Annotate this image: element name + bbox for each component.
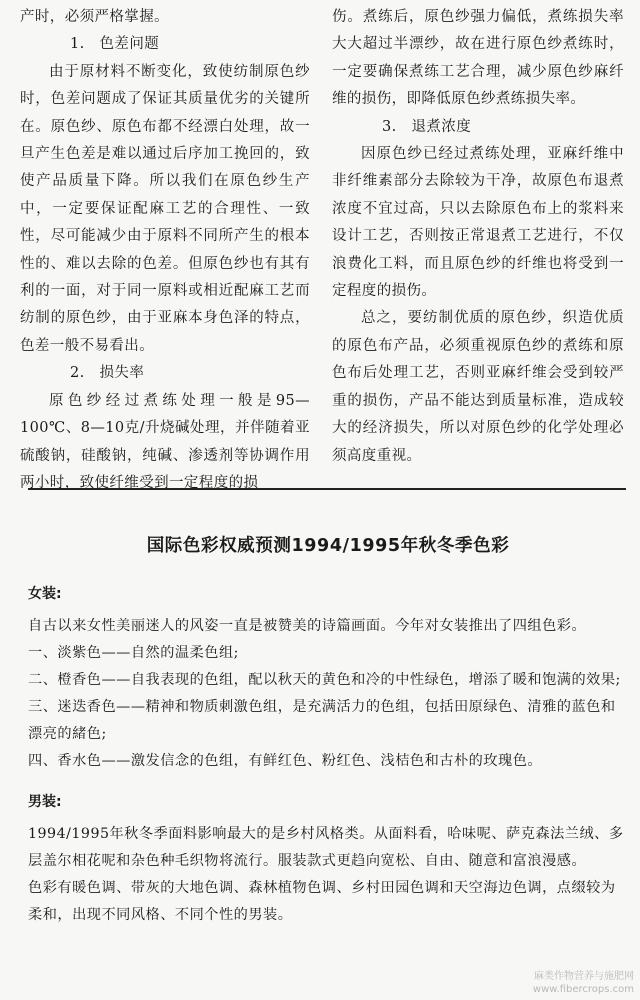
women-item-3: 三、迷迭香色——精神和物质刺激色组，是充满活力的色组，包括田原绿色、清雅的蓝色和漂亮的緒色; (28, 699, 616, 742)
left-column (20, 4, 310, 497)
article-title: 国际色彩权威预测1994/1995年秋冬季色彩 (146, 536, 510, 556)
right-para-3: 总之，要纺制优质的原色纱，织造优质的原色布产品，必须重视原色纱的煮练和原色布后处理工艺，否则亚麻纤维会受到较严重的损伤，产品不能达到质量标准，造成较大的经济损失，所以对原色纱的化学处理必须高度重视。 (332, 310, 624, 464)
right-para-2: 因原色纱已经过煮练处理，亚麻纤维中非纤维素部分去除较为干净，故原色布退煮浓度不宜过高，只以去除原色布上的浆料来设计工艺，否则按正常退煮工艺进行，不仅浪费化工料，而且原色纱的纤维也将受到一定程度的损伤。 (332, 146, 624, 300)
men-para-2: 色彩有暖色调、带灰的大地色调、森林植物色调、乡村田园色调和天空海边色调，点缀较为柔和，出现不同风格、不同个性的男装。 (28, 880, 616, 923)
right-para-1: 伤。煮练后，原色纱强力偏低，煮练损失率大大超过半漂纱，故在进行原色纱煮练时，一定要确保煮练工艺合理，减少原色纱麻纤维的损伤，即降低原色纱煮练损失率。 (332, 9, 624, 108)
heading-loss-rate: 2. 损失率 (70, 365, 145, 382)
section-divider (28, 488, 626, 490)
men-para-1: 1994/1995年秋冬季面料影响最大的是乡村风格类。从面料看，哈味呢、萨克森法兰绒、多层盖尔相花呢和杂色种毛织物将流行。服装款式更趋向宽松、自由、随意和富浪漫感。 (28, 826, 624, 869)
left-para-0: 产时，必须严格掌握。 (20, 9, 169, 25)
women-item-2: 二、橙香色——自我表现的色组，配以秋天的黄色和冷的中性绿色，增添了暖和饱满的效果; (28, 672, 621, 688)
women-intro: 自古以来女性美丽迷人的风姿一直是被赞美的诗篇画面。今年对女装推出了四组色彩。 (28, 618, 587, 634)
color-forecast-article (28, 532, 628, 929)
women-item-4: 四、香水色——激发信念的色组，有鲜红色、粉红色、浅桔色和古朴的玫瑰色。 (28, 753, 543, 769)
watermark-line-1: 麻类作物营养与施肥网 (534, 971, 634, 982)
heading-color-difference: 1. 色差问题 (70, 36, 160, 53)
site-watermark (533, 970, 634, 996)
right-column (332, 4, 624, 470)
men-heading: 男装: (28, 794, 62, 810)
watermark-line-2: www.fibercrops.com (532, 984, 634, 995)
heading-desizing-concentration: 3. 退煮浓度 (382, 118, 472, 135)
women-heading: 女装: (28, 586, 62, 602)
women-item-1: 一、淡紫色——自然的温柔色组; (28, 645, 239, 661)
left-para-1: 由于原材料不断变化，致使纺制原色纱时，色差问题成了保证其质量优劣的关键所在。原色纱、原色布都不经漂白处理，故一旦产生色差是难以通过后序加工挽回的，致使产品质量下降。所以我们在原色纱生产中，一定要保证配麻工艺的合理性、一致性，尽可能减少由于原料不同所产生的根本性的、难以去除的色差。但原色纱也有其有利的一面，对于同一原料或相近配麻工艺而纺制的原色纱，由于亚麻本身色泽的特点，色差一般不易看出。 (20, 63, 310, 354)
left-para-2: 原色纱经过煮练处理一般是95—100℃、8—10克/升烧碱处理，并伴随着亚硫酸钠，硅酸钠，纯碱、渗透剂等协调作用两小时，致使纤维受到一定程度的损 (20, 392, 310, 491)
